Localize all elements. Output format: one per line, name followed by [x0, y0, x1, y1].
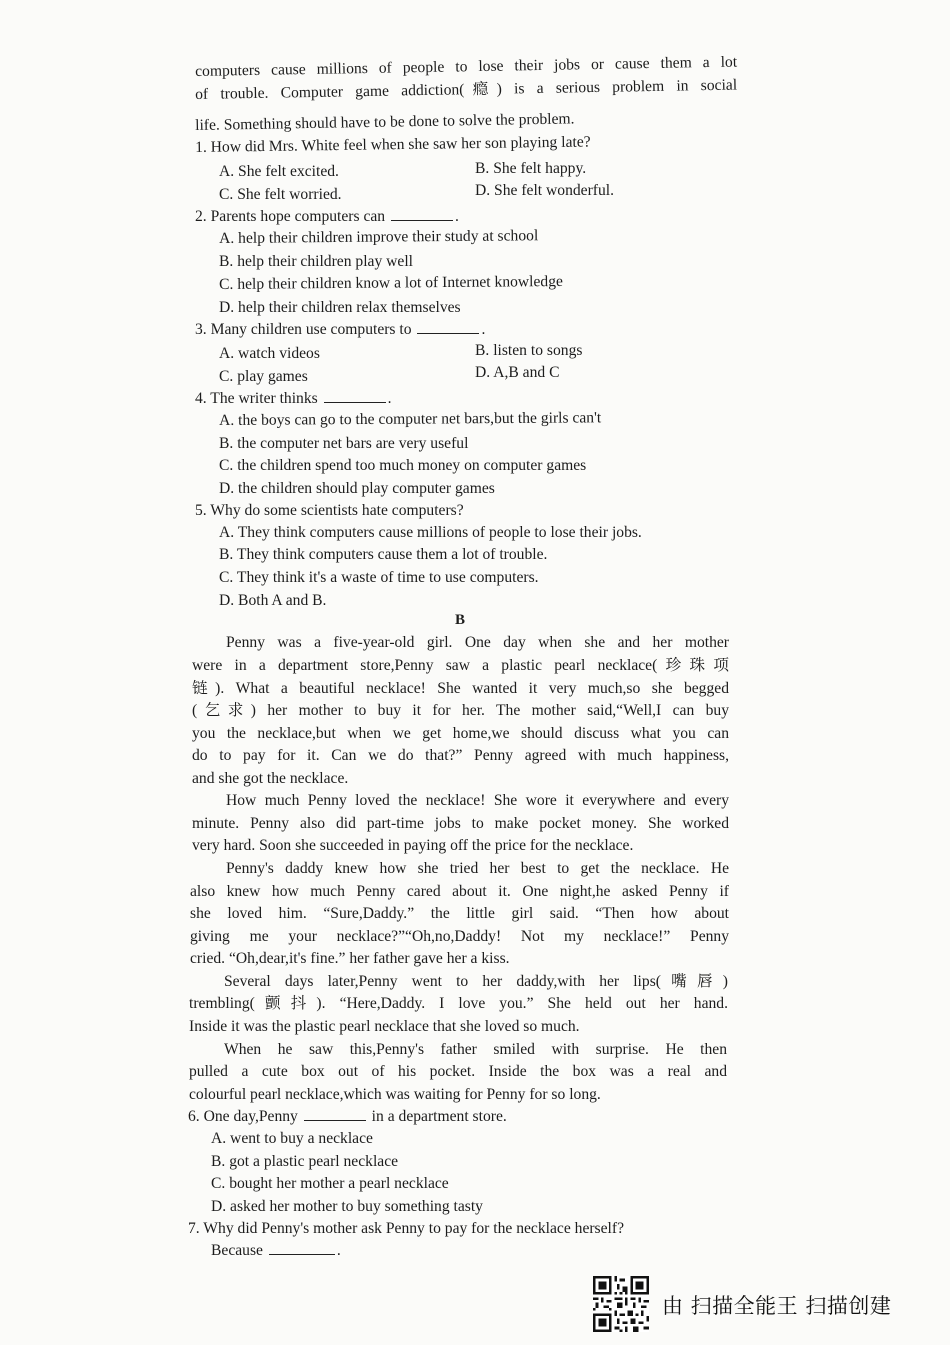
passage-line: were in a department store,Penny saw a plastic pearl necklace(珍珠项: [192, 657, 729, 674]
passage-line: Inside it was the plastic pearl necklace that she loved so much.: [189, 1018, 580, 1035]
option: C. help their children know a lot of Internet knowledge: [219, 272, 563, 293]
stem-punct: .: [455, 208, 459, 225]
option: A. They think computers cause millions of people to lose their jobs.: [219, 524, 642, 541]
option: D. She felt wonderful.: [475, 182, 615, 199]
question-stem: [188, 1107, 507, 1127]
passage-line: of trouble. Computer game addiction(瘾) is a serious problem in social: [195, 76, 738, 103]
watermark-text: 由 扫描全能王 扫描创建: [662, 1294, 892, 1318]
option: C. the children spend too much money on computer games: [219, 457, 587, 474]
passage-line: Penny's daddy knew how she tried her best to get the necklace. He: [226, 860, 729, 877]
answer-prefix: Because: [211, 1242, 263, 1259]
passage-line: do to pay for it. Can we do that?” Penny agreed with much happiness,: [192, 747, 729, 764]
option: C. She felt worried.: [219, 186, 342, 203]
passage-line: Several days later,Penny went to her daddy,with her lips(嘴唇): [224, 973, 728, 990]
option: A. watch videos: [219, 345, 320, 362]
option: B. the computer net bars are very useful: [219, 435, 469, 452]
question-stem: 5. Why do some scientists hate computers?: [195, 502, 464, 519]
passage-line: you the necklace,but when we get home,we should discuss what you can: [192, 725, 729, 742]
option: C. play games: [219, 368, 308, 385]
passage-line: very hard. Soon she succeeded in paying off the price for the necklace.: [192, 837, 634, 854]
option: D. Both A and B.: [219, 592, 327, 609]
passage-line: How much Penny loved the necklace! She wore it everywhere and every: [226, 792, 729, 809]
answer-line: [211, 1241, 341, 1261]
passage-line: and she got the necklace.: [192, 770, 349, 787]
option: A. She felt excited.: [219, 163, 339, 180]
stem-text: 2. Parents hope computers can: [195, 208, 386, 225]
answer-blank: [417, 320, 479, 334]
answer-blank: [391, 207, 453, 221]
answer-blank: [269, 1241, 335, 1255]
stem-punct: .: [481, 321, 486, 338]
passage-line: (乞求) her mother to buy it for her. The mother said,“Well,I can buy: [192, 702, 729, 719]
stem-text: 3. Many children use computers to: [195, 321, 412, 338]
question-stem: 1. How did Mrs. White feel when she saw her son playing late?: [195, 133, 591, 156]
passage-line: Penny was a five-year-old girl. One day when she and her mother: [226, 634, 729, 651]
option: B. They think computers cause them a lot of trouble.: [219, 546, 548, 563]
option: B. help their children play well: [219, 253, 414, 270]
option: A. went to buy a necklace: [211, 1130, 373, 1147]
scanner-watermark: [590, 1276, 940, 1336]
option: B. She felt happy.: [475, 160, 587, 177]
passage-line: pulled a cute box out of his pocket. Inside the box was a real and: [189, 1063, 727, 1080]
section-heading: B: [455, 612, 466, 628]
option: A. the boys can go to the computer net bars,but the girls can't: [219, 409, 602, 429]
passage-line: giving me your necklace?”“Oh,no,Daddy! Not my necklace!” Penny: [190, 928, 729, 945]
option: A. help their children improve their study at school: [219, 227, 539, 247]
passage-line: trembling(颤抖). “Here,Daddy. I love you.” She held out her hand.: [189, 995, 728, 1012]
option: B. listen to songs: [475, 342, 583, 359]
passage-line: life. Something should have to be done to solve the problem.: [195, 110, 575, 134]
option: D. asked her mother to buy something tasty: [211, 1198, 483, 1215]
stem-text: in a department store.: [371, 1108, 507, 1125]
question-stem: [195, 389, 392, 409]
passage-line: also knew how much Penny cared about it. One night,he asked Penny if: [190, 883, 729, 900]
option: D. the children should play computer games: [219, 480, 495, 497]
answer-blank: [304, 1107, 366, 1121]
passage-line: cried. “Oh,dear,it's fine.” her father gave her a kiss.: [190, 950, 510, 967]
passage-line: When he saw this,Penny's father smiled with surprise. He then: [224, 1041, 727, 1058]
stem-punct: .: [336, 1242, 341, 1259]
option: D. help their children relax themselves: [219, 299, 461, 316]
passage-line: colourful pearl necklace,which was waiting for Penny for so long.: [189, 1086, 601, 1103]
stem-punct: .: [387, 390, 392, 407]
question-stem: 7. Why did Penny's mother ask Penny to pay for the necklace herself?: [188, 1220, 624, 1237]
passage-line: minute. Penny also did part-time jobs to make pocket money. She worked: [192, 815, 729, 832]
passage-line: 链). What a beautiful necklace! She wanted it very much,so she begged: [192, 680, 729, 697]
stem-text: 6. One day,Penny: [188, 1108, 298, 1125]
passage-line: she loved him. “Sure,Daddy.” the little girl said. “Then how about: [190, 905, 729, 922]
passage-line: computers cause millions of people to lose their jobs or cause them a lot: [195, 53, 738, 80]
stem-text: 4. The writer thinks: [195, 390, 318, 407]
question-stem: [195, 320, 485, 340]
qr-code-icon: [593, 1276, 649, 1332]
option: C. bought her mother a pearl necklace: [211, 1175, 449, 1192]
option: D. A,B and C: [475, 364, 560, 381]
answer-blank: [324, 389, 386, 403]
option: C. They think it's a waste of time to use computers.: [219, 569, 539, 586]
question-stem: [195, 207, 459, 227]
option: B. got a plastic pearl necklace: [211, 1153, 399, 1170]
